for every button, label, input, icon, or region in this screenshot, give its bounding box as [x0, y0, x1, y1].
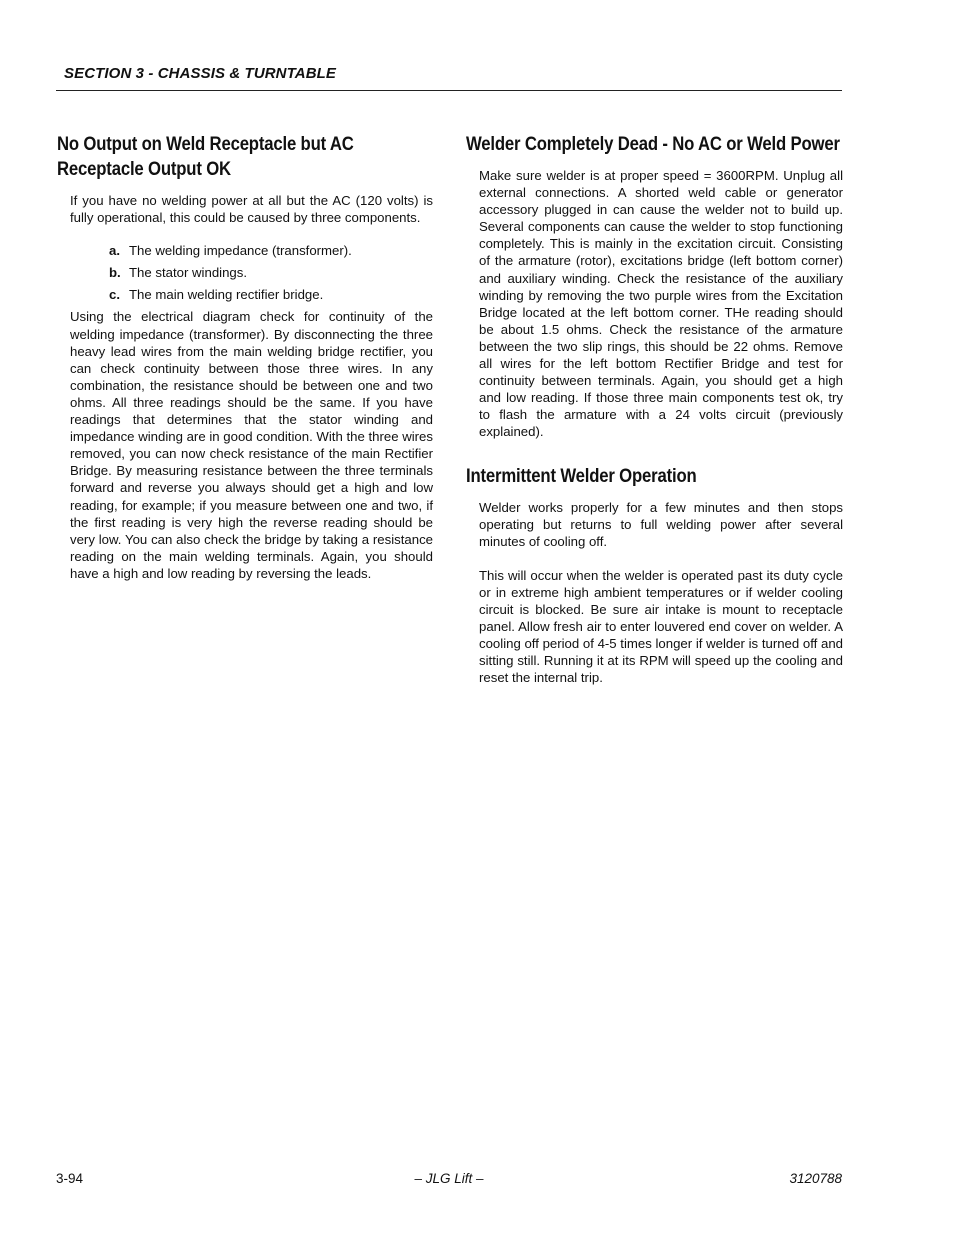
intermittent-paragraph-2: This will occur when the welder is operated past its duty cycle or in extreme high ambient temperatures or if welder cooling circuit is blocked. Be sure air intake is mount to receptacle panel. Allow fresh air to enter louvered end cover on welder. A cooling off period of 4-5 times longer if welder is turned off and sitting still. Running it at its RPM will speed up the cooling and reset the internal trip.: [479, 567, 843, 686]
list-item-text: The main welding rectifier bridge.: [129, 287, 324, 303]
section-title: SECTION 3 - CHASSIS & TURNTABLE: [64, 65, 337, 82]
list-item-label: c.: [109, 287, 120, 303]
list-item: [57, 286, 433, 303]
body-paragraph: Using the electrical diagram check for continuity of the welding impedance (transformer). By disconnecting the three heavy lead wires from the main welding bridge rectifier, you can check continuity between those three wires. In any combination, the resistance should be between one and two ohms. All three readings should be the same. If you have readings that determines that the stator winding and impedance winding are in good condition. With the three wires removed, you can now check resistance of the main Rectifier Bridge. By measuring resistance between the three terminals forward and reverse you always should get a high and low reading, for example; if you measure between one and two, if the first reading is very high the reverse reading should be very low. You can also check the bridge by taking a resistance reading on the main welding terminals. Again, you should have a high and low reading by reversing the leads.: [70, 309, 433, 581]
intermittent-paragraph-1: Welder works properly for a few minutes and then stops operating but returns to full welding power after several minutes of cooling off.: [479, 499, 843, 549]
list-item-text: The stator windings.: [129, 265, 248, 281]
right-column: [466, 132, 843, 686]
publisher-label: – JLG Lift –: [414, 1171, 484, 1186]
heading-no-output-weld: No Output on Weld Receptacle but AC Receptacle Output OK: [57, 134, 354, 180]
list-item: [57, 242, 433, 259]
list-item-text: The welding impedance (transformer).: [129, 243, 352, 259]
document-number: 3120788: [789, 1171, 842, 1186]
page-number: 3-94: [56, 1171, 84, 1186]
list-item: [57, 264, 433, 281]
list-item-label: a.: [109, 243, 120, 259]
page-footer: [56, 1169, 842, 1189]
page-header: [56, 64, 842, 91]
welder-dead-paragraph: Make sure welder is at proper speed = 3600RPM. Unplug all external connections. A shorted weld cable or generator accessory plugged in can cause the welder not to build up. Several components can cause the welder to stop functioning completely. This is mainly in the excitation circuit. Consisting of the armature (rotor), excitations bridge (left bottom corner) and auxiliary winding. Check the resistance of the auxiliary winding by removing the two purple wires from the Excitation Bridge located at the left bottom corner. THe reading should be about 1.5 ohms. Check the resistance of the armature between the two slip rings, this should be 22 ohms. Remove all wires for the left bottom Rectifier Bridge and test for continuity between terminals. Again, you should get a high and low reading. If those three main components test ok, try to flash the armature with a 24 volts circuit (previously explained).: [479, 168, 843, 440]
left-column: [57, 132, 433, 582]
heading-intermittent: Intermittent Welder Operation: [466, 465, 697, 487]
intro-paragraph: If you have no welding power at all but the AC (120 volts) is fully operational, this could be caused by three components.: [70, 193, 433, 226]
heading-welder-dead: Welder Completely Dead - No AC or Weld Power: [466, 134, 840, 155]
list-item-label: b.: [109, 265, 121, 281]
component-list: [57, 242, 433, 303]
